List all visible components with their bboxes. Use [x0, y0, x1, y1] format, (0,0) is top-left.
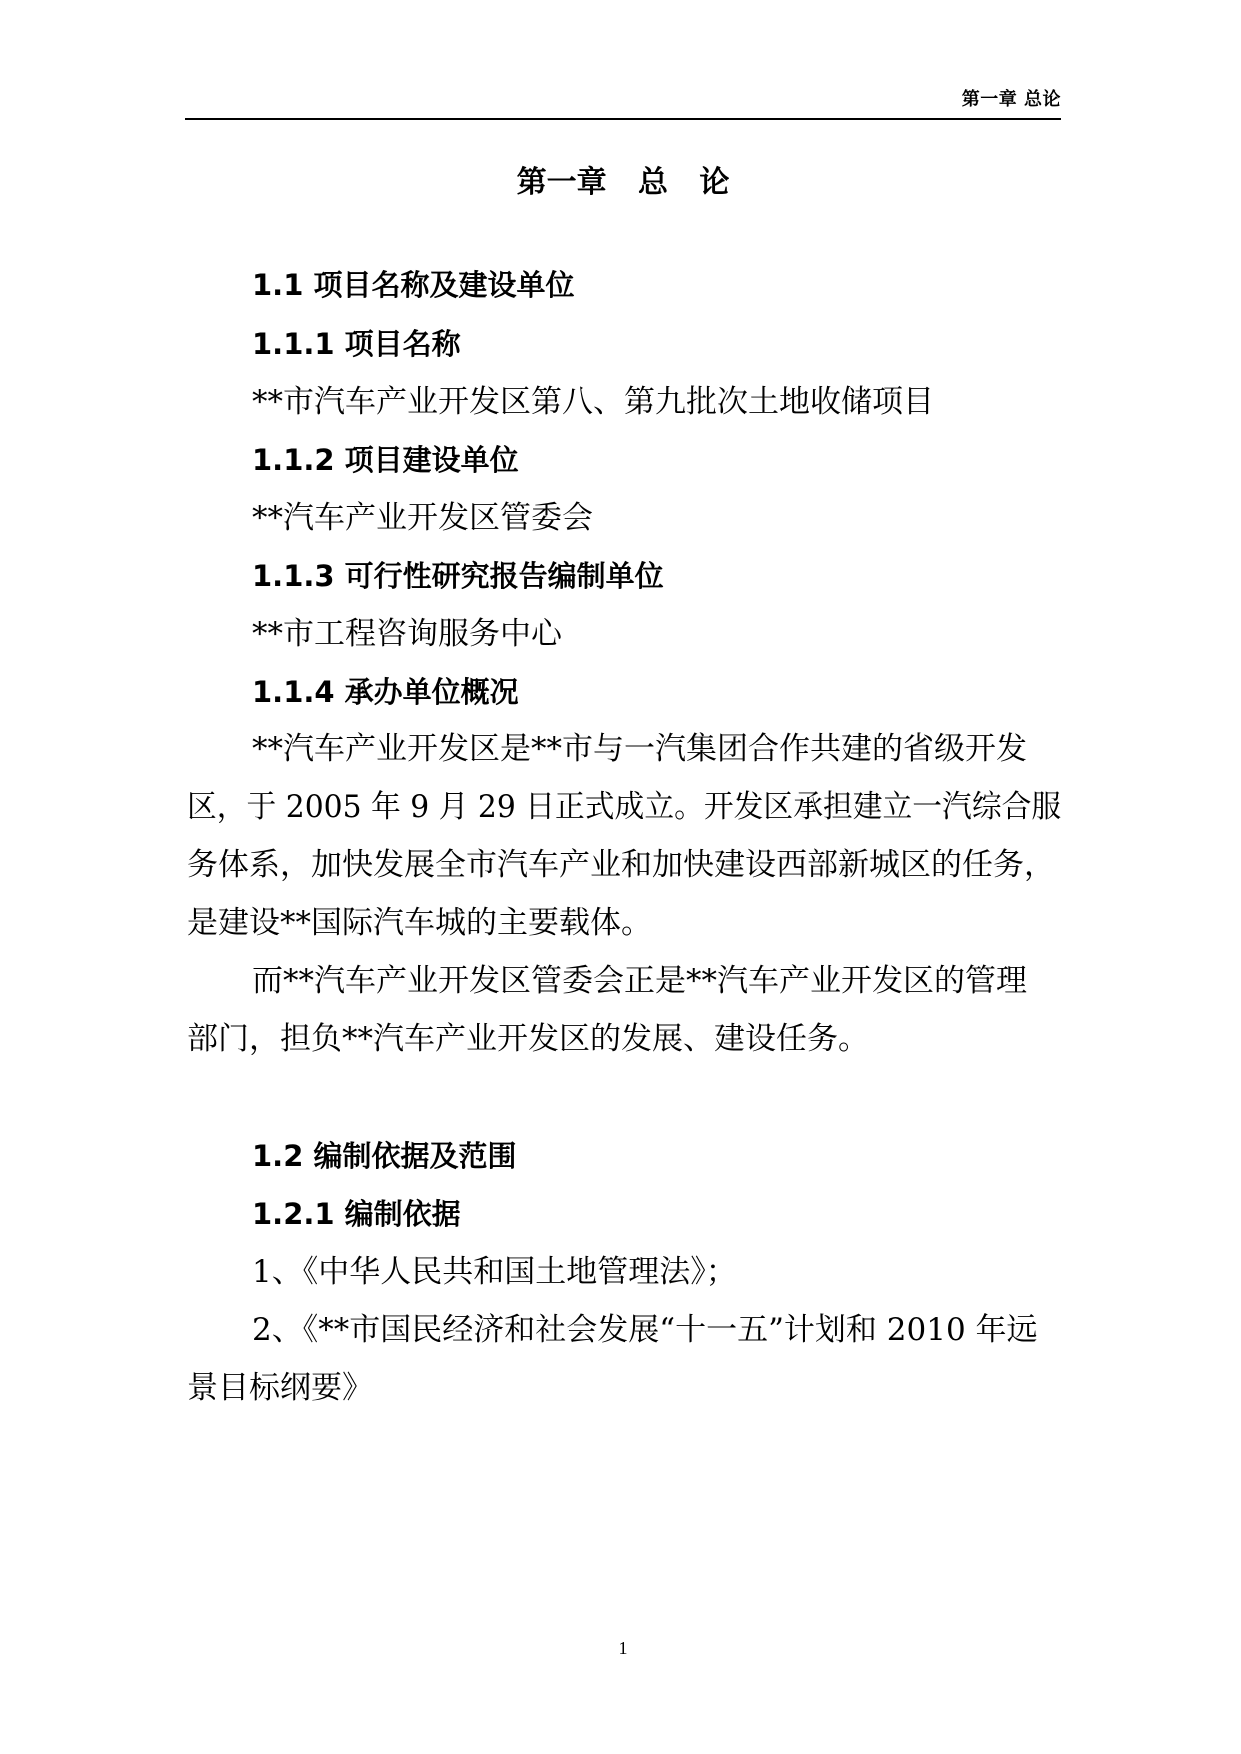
section-heading-1-2-1: 1.2.1 编制依据	[252, 1197, 461, 1231]
overview-paragraph-2-line-1: 而**汽车产业开发区管委会正是**汽车产业开发区的管理	[252, 963, 1027, 999]
overview-paragraph-1-line-1: **汽车产业开发区是**市与一汽集团合作共建的省级开发	[252, 731, 1027, 767]
section-heading-1-1-1: 1.1.1 项目名称	[252, 327, 461, 361]
basis-item-1: 1、《中华人民共和国土地管理法》；	[252, 1254, 737, 1290]
basis-item-2-line-1: 2、《**市国民经济和社会发展“十一五”计划和 2010 年远	[252, 1312, 1038, 1348]
chapter-title: 第一章 总 论	[516, 165, 730, 200]
report-compiler-text: **市工程咨询服务中心	[252, 616, 562, 652]
section-heading-1-2: 1.2 编制依据及范围	[252, 1139, 517, 1173]
overview-paragraph-1-line-2: 区，于 2005 年 9 月 29 日正式成立。开发区承担建立一汽综合服	[187, 789, 1062, 825]
project-name-text: **市汽车产业开发区第八、第九批次土地收储项目	[252, 384, 934, 420]
section-heading-1-1: 1.1 项目名称及建设单位	[252, 268, 575, 302]
page-number: 1	[618, 1638, 628, 1658]
running-header: 第一章 总论	[961, 89, 1061, 110]
header-rule	[185, 118, 1061, 120]
builder-text: **汽车产业开发区管委会	[252, 500, 593, 536]
section-heading-1-1-2: 1.1.2 项目建设单位	[252, 443, 519, 477]
section-heading-1-1-3: 1.1.3 可行性研究报告编制单位	[252, 559, 664, 593]
overview-paragraph-2-line-2: 部门，担负**汽车产业开发区的发展、建设任务。	[187, 1021, 869, 1057]
overview-paragraph-1-line-3: 务体系，加快发展全市汽车产业和加快建设西部新城区的任务，	[187, 847, 1055, 883]
section-heading-1-1-4: 1.1.4 承办单位概况	[252, 675, 519, 709]
overview-paragraph-1-line-4: 是建设**国际汽车城的主要载体。	[187, 905, 652, 941]
basis-item-2-line-2: 景目标纲要》	[187, 1370, 373, 1406]
